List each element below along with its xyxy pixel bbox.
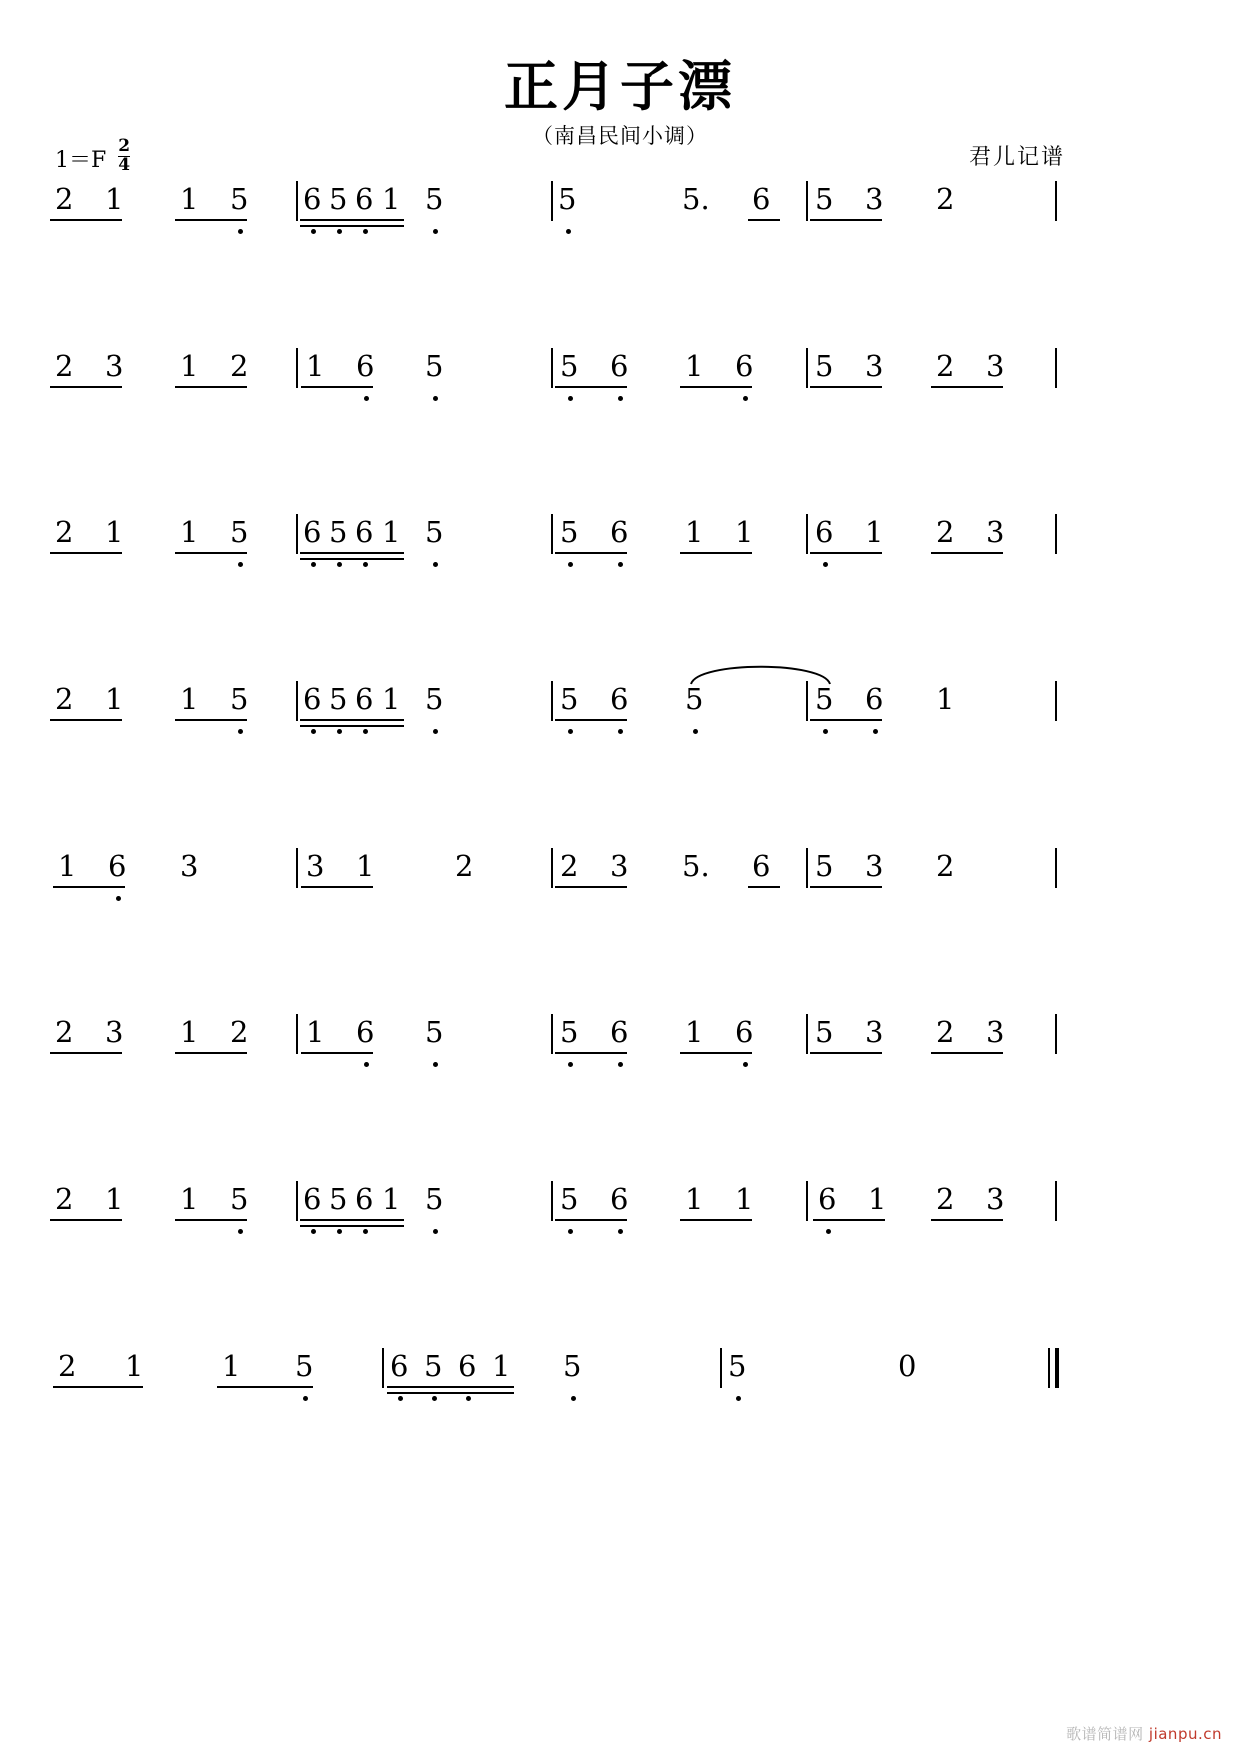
note: 3	[865, 1015, 884, 1049]
octave-dot-low	[363, 562, 368, 567]
note: 6	[355, 682, 374, 716]
note: 2	[936, 1182, 955, 1216]
note: 3	[865, 349, 884, 383]
beam	[748, 219, 780, 221]
note: 3	[306, 849, 325, 883]
barline	[806, 1181, 808, 1221]
note: 5.	[682, 849, 710, 883]
octave-dot-low	[466, 1396, 471, 1401]
beam	[53, 886, 125, 888]
barline	[806, 348, 808, 388]
beam	[300, 1219, 404, 1221]
note: 6	[735, 1015, 754, 1049]
note: 3	[986, 515, 1005, 549]
staff-row	[0, 349, 1240, 422]
note: 1	[868, 1182, 887, 1216]
note: 1	[180, 182, 199, 216]
beam	[301, 886, 373, 888]
octave-dot-low	[363, 1229, 368, 1234]
octave-dot-low	[337, 562, 342, 567]
final-barline	[1048, 1348, 1062, 1388]
note: 6	[752, 182, 771, 216]
beam	[680, 1219, 752, 1221]
note: 1	[356, 849, 375, 883]
note: 1	[735, 1182, 754, 1216]
watermark	[1066, 1723, 1222, 1744]
barline	[551, 681, 553, 721]
barline	[720, 1348, 722, 1388]
note: 2	[55, 515, 74, 549]
note: 6	[356, 1015, 375, 1049]
beam	[300, 725, 404, 727]
staff-row	[0, 1182, 1240, 1255]
beam	[810, 386, 882, 388]
note: 1	[105, 182, 124, 216]
beam	[813, 1219, 885, 1221]
barline	[806, 1014, 808, 1054]
staff-row	[0, 1015, 1240, 1088]
beam	[555, 886, 627, 888]
octave-dot-low	[618, 1062, 623, 1067]
barline	[551, 181, 553, 221]
octave-dot-low	[693, 729, 698, 734]
note: 2	[936, 1015, 955, 1049]
beam	[555, 552, 627, 554]
staff-row	[0, 515, 1240, 588]
octave-dot-low	[568, 1229, 573, 1234]
note: 1	[382, 682, 401, 716]
beam	[50, 1052, 122, 1054]
note: 6	[610, 349, 629, 383]
note: 1	[105, 682, 124, 716]
octave-dot-low	[618, 1229, 623, 1234]
note: 5	[815, 182, 834, 216]
tie-slur	[688, 657, 833, 687]
beam	[931, 1219, 1003, 1221]
note: 3	[865, 182, 884, 216]
octave-dot-low	[618, 562, 623, 567]
beam	[50, 386, 122, 388]
note: 1	[105, 1182, 124, 1216]
beam	[50, 219, 122, 221]
note: 6	[610, 515, 629, 549]
beam	[300, 225, 404, 227]
note: 1	[180, 349, 199, 383]
note: 2	[55, 682, 74, 716]
octave-dot-low	[311, 729, 316, 734]
barline	[806, 514, 808, 554]
note: 2	[230, 1015, 249, 1049]
beam	[50, 552, 122, 554]
note: 6	[458, 1349, 477, 1383]
note: 5	[815, 349, 834, 383]
watermark-text: 歌谱简谱网	[1066, 1725, 1149, 1743]
octave-dot-low	[398, 1396, 403, 1401]
note: 1	[222, 1349, 241, 1383]
octave-dot-low	[433, 1062, 438, 1067]
note: 5	[425, 182, 444, 216]
beam	[810, 719, 882, 721]
note: 1	[125, 1349, 144, 1383]
barline	[382, 1348, 384, 1388]
barline	[296, 681, 298, 721]
octave-dot-low	[568, 1062, 573, 1067]
note: 5	[815, 849, 834, 883]
beam	[53, 1386, 143, 1388]
beam	[748, 886, 780, 888]
beam	[555, 1052, 627, 1054]
barline	[806, 848, 808, 888]
note: 5	[424, 1349, 443, 1383]
barline	[296, 848, 298, 888]
note: 5	[230, 1182, 249, 1216]
octave-dot-low	[337, 729, 342, 734]
note: 1	[936, 682, 955, 716]
barline	[296, 181, 298, 221]
octave-dot-low	[116, 896, 121, 901]
barline	[806, 181, 808, 221]
note: 2	[230, 349, 249, 383]
beam	[217, 1386, 313, 1388]
octave-dot-low	[743, 1062, 748, 1067]
beam	[300, 552, 404, 554]
octave-dot-low	[303, 1396, 308, 1401]
beam	[810, 886, 882, 888]
beam	[300, 219, 404, 221]
beam	[555, 719, 627, 721]
note: 1	[382, 182, 401, 216]
octave-dot-low	[566, 229, 571, 234]
note: 1	[58, 849, 77, 883]
note: 5	[425, 1182, 444, 1216]
page-title: 正月子漂	[504, 55, 736, 118]
note: 6	[303, 515, 322, 549]
note: 6	[752, 849, 771, 883]
watermark-domain: jianpu.cn	[1148, 1725, 1222, 1743]
note: 5	[329, 1182, 348, 1216]
beam	[175, 552, 247, 554]
beam	[301, 386, 373, 388]
barline	[1055, 348, 1057, 388]
octave-dot-low	[337, 229, 342, 234]
note: 5	[329, 682, 348, 716]
barline	[1055, 181, 1057, 221]
beam	[175, 1219, 247, 1221]
note: 6	[355, 515, 374, 549]
note: 1	[685, 349, 704, 383]
barline	[1055, 848, 1057, 888]
octave-dot-low	[568, 396, 573, 401]
barline	[551, 348, 553, 388]
note: 6	[355, 1182, 374, 1216]
note: 3	[986, 1182, 1005, 1216]
note: 5	[329, 515, 348, 549]
octave-dot-low	[363, 229, 368, 234]
beam	[387, 1392, 514, 1394]
barline	[296, 1181, 298, 1221]
octave-dot-low	[568, 562, 573, 567]
barline	[296, 514, 298, 554]
note: 1	[382, 515, 401, 549]
octave-dot-low	[337, 1229, 342, 1234]
note: 6	[610, 682, 629, 716]
octave-dot-low	[433, 229, 438, 234]
time-signature-denominator: 4	[118, 154, 131, 175]
note: 6	[610, 1015, 629, 1049]
note: 5	[230, 682, 249, 716]
beam	[810, 1052, 882, 1054]
note: 6	[735, 349, 754, 383]
octave-dot-low	[826, 1229, 831, 1234]
staff-row	[0, 849, 1240, 922]
note: 6	[865, 682, 884, 716]
note: 5	[425, 349, 444, 383]
note: 5	[425, 682, 444, 716]
beam	[175, 219, 247, 221]
note: 1	[306, 349, 325, 383]
octave-dot-low	[873, 729, 878, 734]
note: 5	[329, 182, 348, 216]
note: 2	[55, 182, 74, 216]
octave-dot-low	[311, 229, 316, 234]
octave-dot-low	[311, 562, 316, 567]
octave-dot-low	[618, 729, 623, 734]
note: 2	[936, 849, 955, 883]
note: 5	[815, 682, 834, 716]
beam	[555, 386, 627, 388]
beam	[50, 719, 122, 721]
beam	[175, 719, 247, 721]
beam	[931, 1052, 1003, 1054]
octave-dot-low	[363, 729, 368, 734]
note: 1	[105, 515, 124, 549]
note: 5	[728, 1349, 747, 1383]
note: 2	[455, 849, 474, 883]
octave-dot-low	[238, 562, 243, 567]
beam	[387, 1386, 514, 1388]
note: 2	[55, 1015, 74, 1049]
octave-dot-low	[736, 1396, 741, 1401]
note: 5.	[682, 182, 710, 216]
note: 0	[898, 1349, 917, 1383]
note: 1	[180, 1015, 199, 1049]
note: 1	[180, 515, 199, 549]
barline	[1055, 681, 1057, 721]
note: 2	[55, 1182, 74, 1216]
note: 5	[560, 1015, 579, 1049]
beam	[175, 1052, 247, 1054]
barline	[1055, 1014, 1057, 1054]
octave-dot-low	[433, 562, 438, 567]
note: 1	[306, 1015, 325, 1049]
note: 3	[986, 349, 1005, 383]
note: 2	[55, 349, 74, 383]
beam	[300, 1225, 404, 1227]
barline	[806, 681, 808, 721]
note: 2	[936, 182, 955, 216]
note: 5	[560, 1182, 579, 1216]
beam	[810, 219, 882, 221]
beam	[175, 386, 247, 388]
note: 1	[180, 1182, 199, 1216]
key-signature	[55, 136, 131, 177]
beam	[810, 552, 882, 554]
beam	[50, 1219, 122, 1221]
note: 5	[815, 1015, 834, 1049]
octave-dot-low	[364, 396, 369, 401]
note: 3	[180, 849, 199, 883]
note: 5	[558, 182, 577, 216]
octave-dot-low	[432, 1396, 437, 1401]
staff-row	[0, 182, 1240, 255]
note: 5	[295, 1349, 314, 1383]
octave-dot-low	[571, 1396, 576, 1401]
note: 1	[180, 682, 199, 716]
note: 1	[685, 1015, 704, 1049]
note: 3	[105, 1015, 124, 1049]
note: 2	[936, 349, 955, 383]
note: 6	[390, 1349, 409, 1383]
barline	[551, 1181, 553, 1221]
barline	[1055, 514, 1057, 554]
note: 2	[58, 1349, 77, 1383]
beam	[680, 552, 752, 554]
page-subtitle: （南昌民间小调）	[532, 124, 708, 148]
note: 6	[303, 182, 322, 216]
note: 5	[230, 515, 249, 549]
barline	[296, 1014, 298, 1054]
beam	[931, 552, 1003, 554]
note: 3	[865, 849, 884, 883]
octave-dot-low	[433, 396, 438, 401]
beam	[555, 1219, 627, 1221]
note: 6	[610, 1182, 629, 1216]
octave-dot-low	[823, 562, 828, 567]
barline	[551, 1014, 553, 1054]
note: 6	[356, 349, 375, 383]
note: 6	[303, 682, 322, 716]
note: 1	[382, 1182, 401, 1216]
time-signature	[118, 138, 130, 175]
note: 6	[355, 182, 374, 216]
octave-dot-low	[311, 1229, 316, 1234]
octave-dot-low	[618, 396, 623, 401]
octave-dot-low	[568, 729, 573, 734]
note: 5	[230, 182, 249, 216]
octave-dot-low	[433, 729, 438, 734]
staff-row	[0, 682, 1240, 755]
barline	[296, 348, 298, 388]
octave-dot-low	[364, 1062, 369, 1067]
beam	[680, 386, 752, 388]
note: 1	[685, 515, 704, 549]
octave-dot-low	[238, 1229, 243, 1234]
note: 5	[560, 682, 579, 716]
note: 5	[425, 1015, 444, 1049]
barline	[551, 514, 553, 554]
octave-dot-low	[238, 729, 243, 734]
time-signature-numerator: 2	[118, 136, 131, 156]
note: 6	[818, 1182, 837, 1216]
note: 5	[685, 682, 704, 716]
beam	[300, 719, 404, 721]
beam	[680, 1052, 752, 1054]
barline	[551, 848, 553, 888]
beam	[931, 386, 1003, 388]
barline	[1055, 1181, 1057, 1221]
note: 2	[560, 849, 579, 883]
octave-dot-low	[823, 729, 828, 734]
note: 6	[108, 849, 127, 883]
note: 5	[425, 515, 444, 549]
beam	[301, 1052, 373, 1054]
note: 3	[105, 349, 124, 383]
octave-dot-low	[238, 229, 243, 234]
note: 5	[560, 349, 579, 383]
note: 3	[610, 849, 629, 883]
credit-line: 君儿记谱	[968, 145, 1065, 170]
note: 5	[563, 1349, 582, 1383]
note: 3	[986, 1015, 1005, 1049]
note: 1	[685, 1182, 704, 1216]
octave-dot-low	[743, 396, 748, 401]
note: 1	[865, 515, 884, 549]
note: 6	[815, 515, 834, 549]
note: 1	[492, 1349, 511, 1383]
octave-dot-low	[433, 1229, 438, 1234]
key-label: 1＝F	[55, 147, 107, 173]
note: 1	[735, 515, 754, 549]
beam	[300, 558, 404, 560]
staff-row	[0, 1349, 1240, 1422]
note: 2	[936, 515, 955, 549]
note: 5	[560, 515, 579, 549]
note: 6	[303, 1182, 322, 1216]
